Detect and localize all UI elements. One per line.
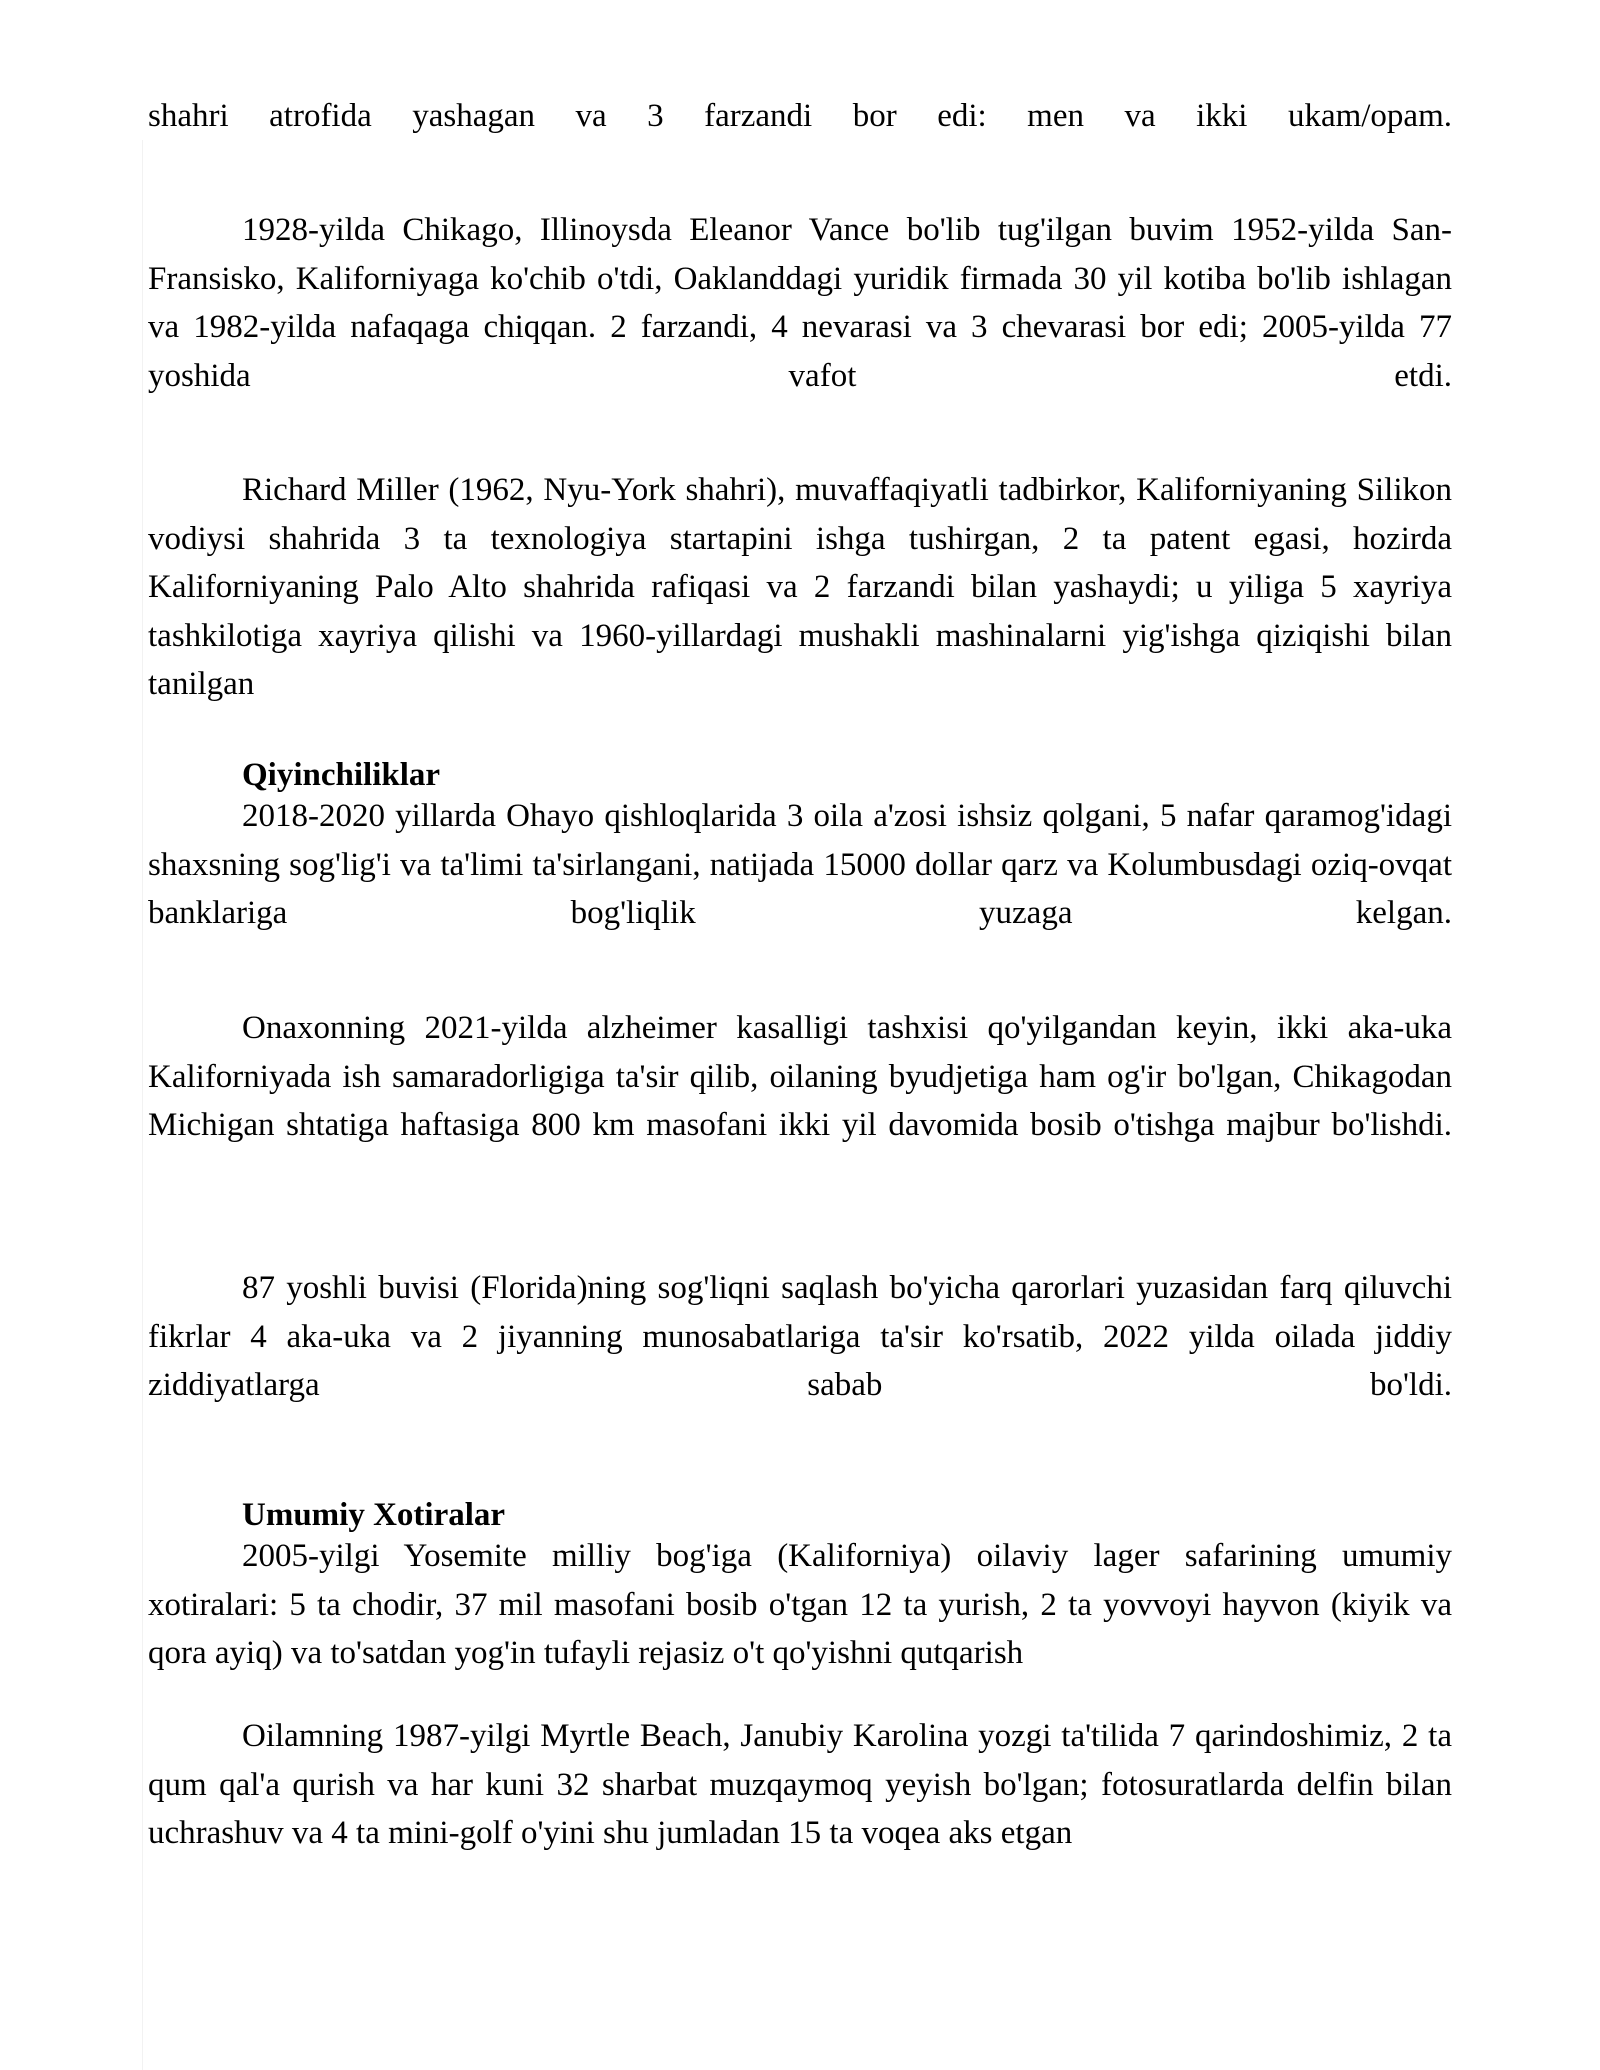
paragraph-alzheimer: Onaxonning 2021-yilda alzheimer kasalligi tashxisi qo'yilgandan keyin, ikki aka-uka Kaliforniyada ish samaradorligiga ta'sir qilib, oilaning byudjetiga ham og'ir bo'lgan, Chikagodan Michigan shtatiga haftasiga 800 km masofani ikki yil davomida bosib o'tishga majbur bo'lishdi.: [148, 1010, 1452, 1143]
paragraph-healthcare-conflict: 87 yoshli buvisi (Florida)ning sog'liqni saqlash bo'yicha qarorlari yuzasidan farq qiluvchi fikrlar 4 aka-uka va 2 jiyanning munosabatlariga ta'sir ko'rsatib, 2022 yilda oilada jiddiy ziddiyatlarga sabab bo'ldi.: [148, 1270, 1452, 1403]
paragraph-richard-miller: Richard Miller (1962, Nyu-York shahri), muvaffaqiyatli tadbirkor, Kaliforniyaning Silikon vodiysi shahrida 3 ta texnologiya startapini ishga tushirgan, 2 ta patent egasi, hozirda Kaliforniyaning Palo Alto shahrida rafiqasi va 2 farzandi bilan yashaydi; u yiliga 5 xayriya tashkilotiga xayriya qilishi va 1960-yillardagi mushakli mashinalarni yig'ishga qiziqishi bilan tanilgan: [148, 472, 1452, 702]
paragraph-ohio-unemployment: 2018-2020 yillarda Ohayo qishloqlarida 3 oila a'zosi ishsiz qolgani, 5 nafar qaramog'idagi shaxsning sog'lig'i va ta'limi ta'sirlangani, natijada 15000 dollar qarz va Kolumbusdagi oziq-ovqat banklariga bog'liqlik yuzaga kelgan.: [148, 798, 1452, 931]
paragraph-myrtle-beach: Oilamning 1987-yilgi Myrtle Beach, Janubiy Karolina yozgi ta'tilida 7 qarindoshimiz, 2 ta qum qal'a qurish va har kuni 32 sharbat muzqaymoq yeyish bo'lgan; fotosuratlarda delfin bilan uchrashuv va 4 ta mini-golf o'yini shu jumladan 15 ta voqea aks etgan: [148, 1718, 1452, 1851]
paragraph-grandmother: 1928-yilda Chikago, Illinoysda Eleanor Vance bo'lib tug'ilgan buvim 1952-yilda San-Fransisko, Kaliforniyaga ko'chib o'tdi, Oaklanddagi yuridik firmada 30 yil kotiba bo'lib ishlagan va 1982-yilda nafaqaga chiqqan. 2 farzandi, 4 nevarasi va 3 chevarasi bor edi; 2005-yilda 77 yoshida vafot etdi.: [148, 212, 1452, 394]
heading-shared-memories: Umumiy Xotiralar: [242, 1497, 506, 1533]
paragraph-family-intro-end: shahri atrofida yashagan va 3 farzandi bor edi: men va ikki ukam/opam.: [148, 98, 1452, 134]
paragraph-yosemite: 2005-yilgi Yosemite milliy bog'iga (Kaliforniya) oilaviy lager safarining umumiy xotiralari: 5 ta chodir, 37 mil masofani bosib o'tgan 12 ta yurish, 2 ta yovvoyi hayvon (kiyik va qora ayiq) va to'satdan yog'in tufayli rejasiz o't qo'yishni qutqarish: [148, 1538, 1452, 1671]
heading-challenges: Qiyinchiliklar: [242, 757, 441, 793]
